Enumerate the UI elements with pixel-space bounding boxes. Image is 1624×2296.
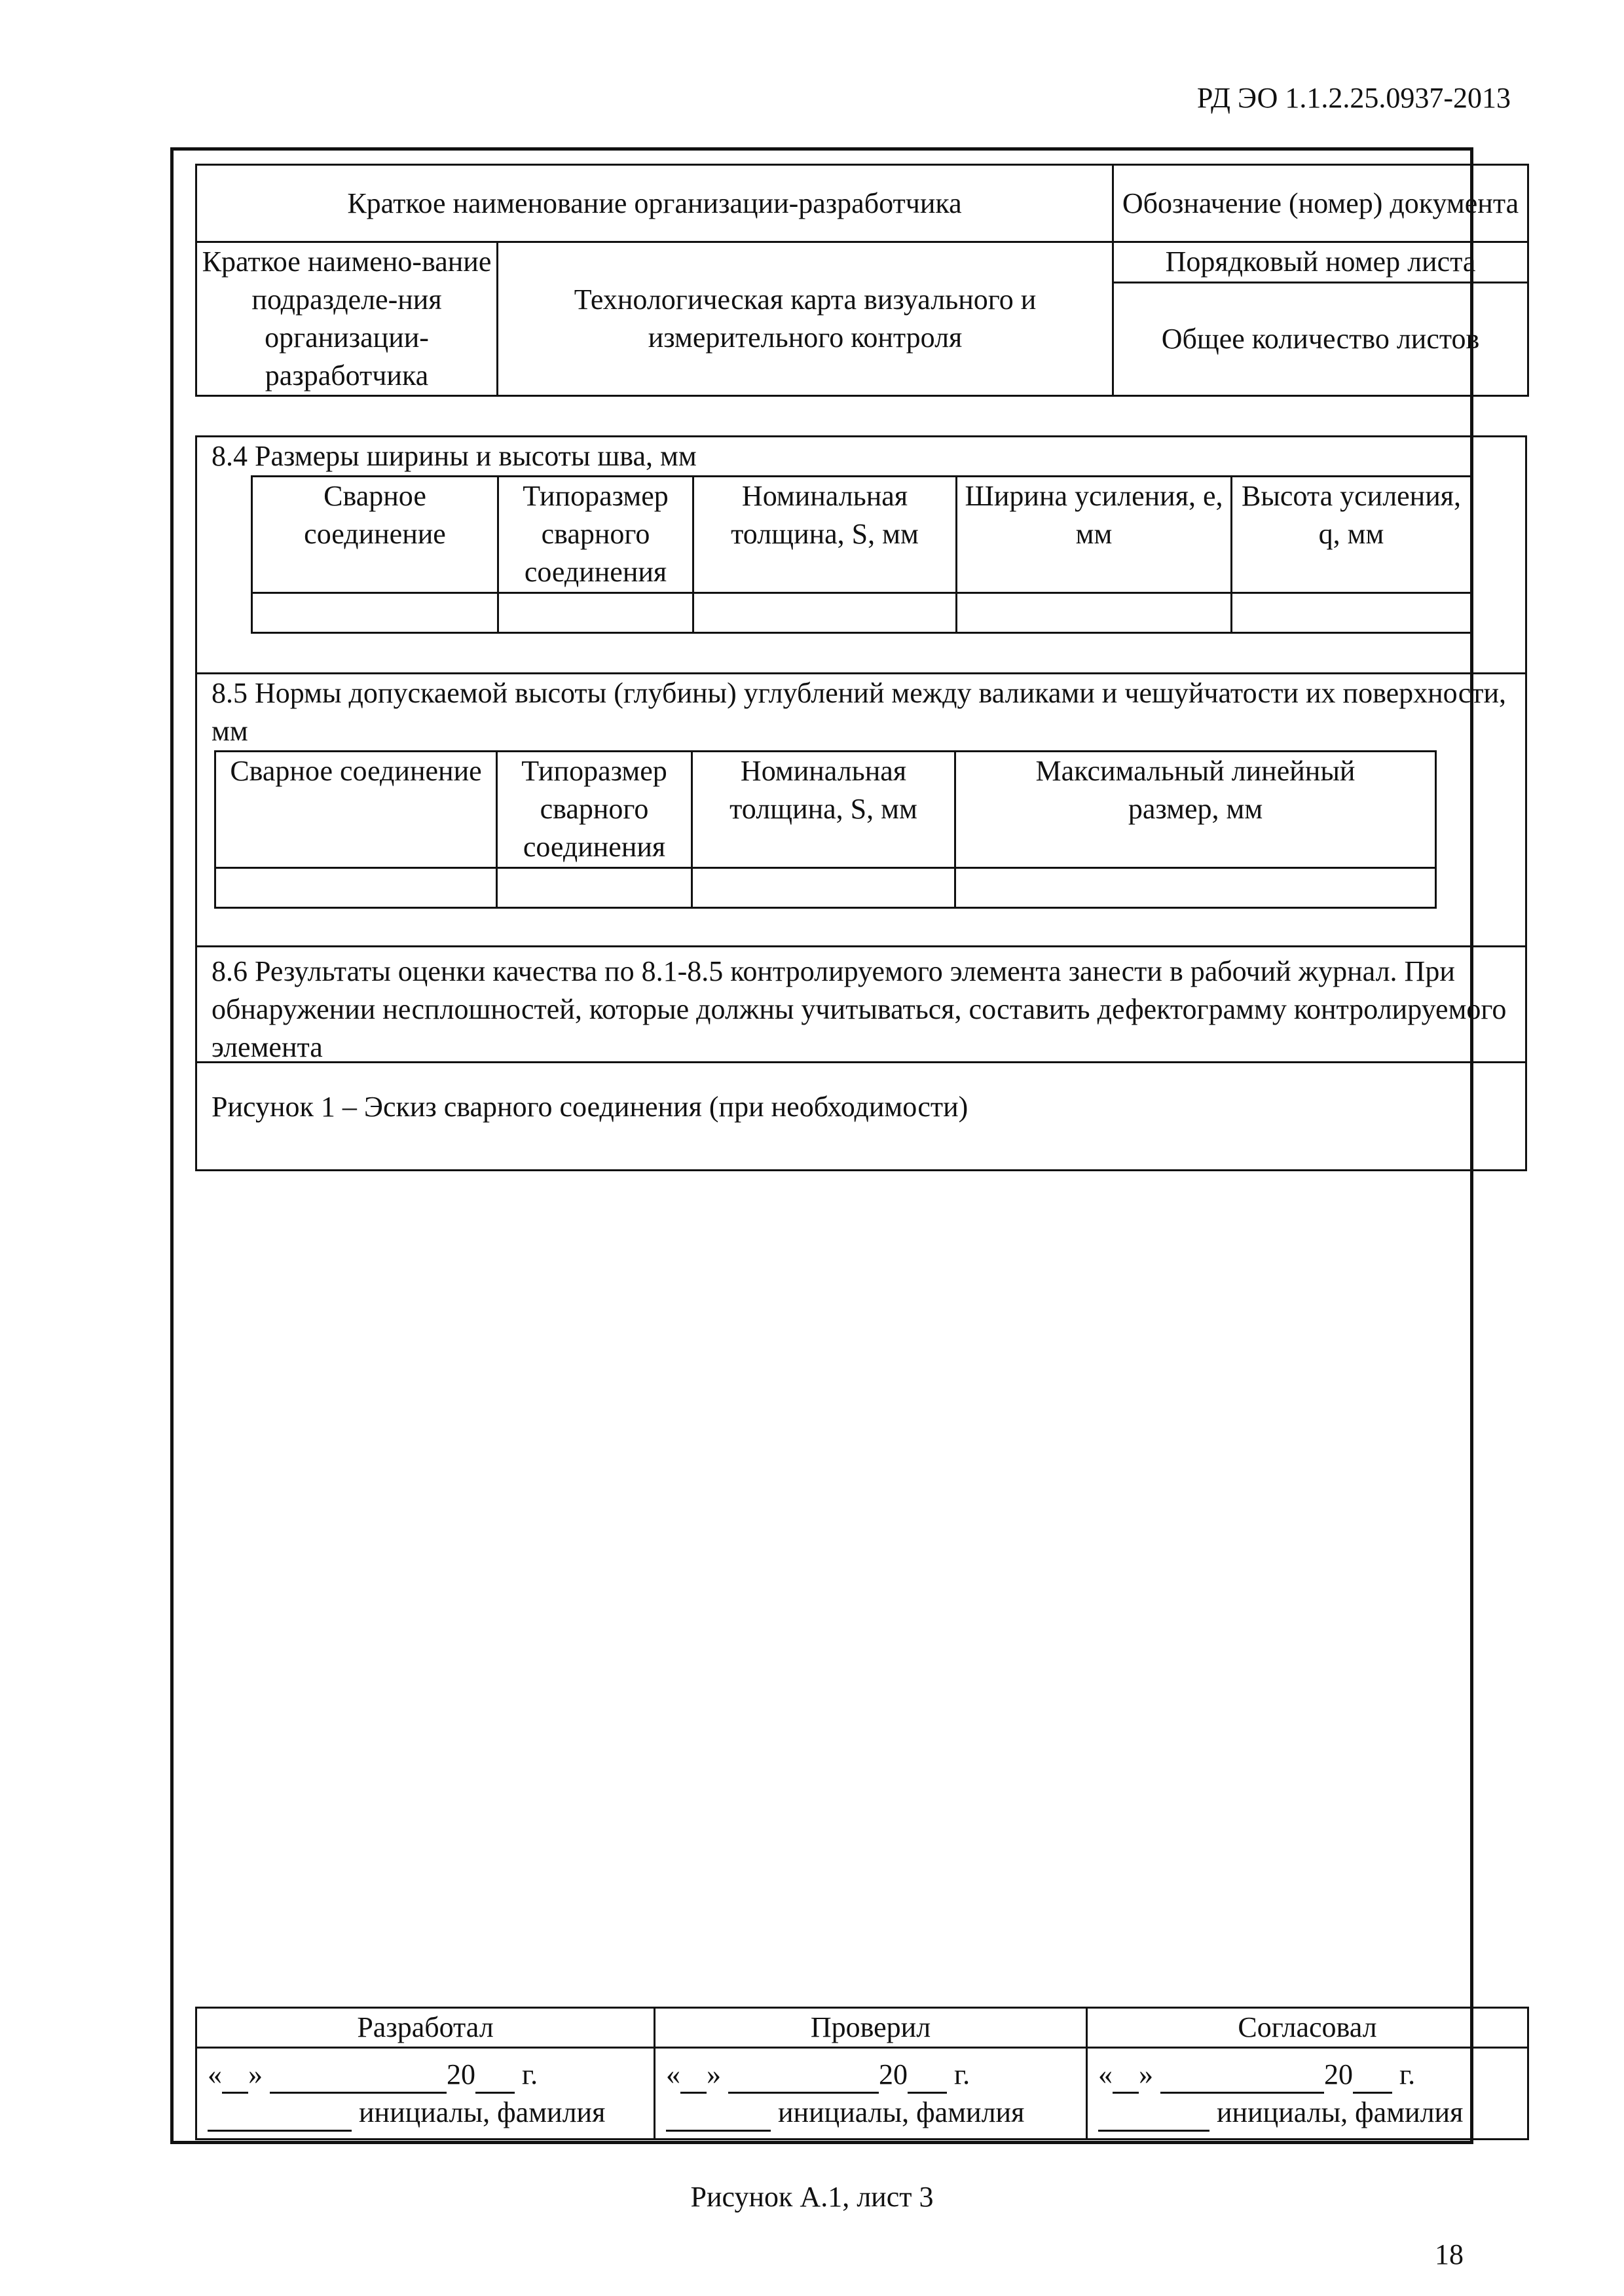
figure-caption: Рисунок А.1, лист 3 xyxy=(690,2181,934,2213)
table-row xyxy=(252,593,1471,633)
column-header: Номинальная толщина, S, мм xyxy=(693,477,957,593)
date-line: « » 20 г. xyxy=(666,2056,1075,2094)
table-cell[interactable] xyxy=(957,593,1232,633)
date-line: « » 20 г. xyxy=(1098,2056,1517,2094)
developed-by-signature[interactable] xyxy=(196,2048,655,2140)
signature-block xyxy=(195,2007,1529,2140)
column-header: Сварное соединение xyxy=(252,477,498,593)
card-title-cell: Технологическая карта визуального и измерительного контроля xyxy=(498,242,1113,396)
name-line: инициалы, фамилия xyxy=(1098,2094,1517,2132)
org-developer-cell: Краткое наименование организации-разработчика xyxy=(196,165,1113,242)
column-header: Ширина усиления, е, мм xyxy=(957,477,1232,593)
table-cell[interactable] xyxy=(497,868,692,908)
section-8-6 xyxy=(195,945,1527,1063)
checked-by-header: Проверил xyxy=(655,2008,1087,2048)
figure-1-caption: Рисунок 1 – Эскиз сварного соединения (при необходимости) xyxy=(212,1091,969,1123)
column-header: Типоразмер сварного соединения xyxy=(497,752,692,868)
figure-1-area xyxy=(195,1061,1527,1171)
column-header: Типоразмер сварного соединения xyxy=(498,477,693,593)
name-line: инициалы, фамилия xyxy=(208,2094,643,2132)
table-cell[interactable] xyxy=(692,868,955,908)
table-cell[interactable] xyxy=(693,593,957,633)
total-sheets-cell: Общее количество листов xyxy=(1113,282,1528,395)
table-cell[interactable] xyxy=(955,868,1436,908)
approved-by-signature[interactable] xyxy=(1087,2048,1528,2140)
groove-norms-table xyxy=(214,750,1437,909)
table-cell[interactable] xyxy=(215,868,497,908)
date-line: « » 20 г. xyxy=(208,2056,643,2094)
developed-by-header: Разработал xyxy=(196,2008,655,2048)
section-8-4 xyxy=(195,435,1527,674)
table-cell[interactable] xyxy=(1232,593,1471,633)
column-header: Высота усиления, q, мм xyxy=(1232,477,1471,593)
title-block xyxy=(195,164,1529,397)
section-8-4-title: 8.4 Размеры ширины и высоты шва, мм xyxy=(212,440,697,472)
column-header: Сварное соединение xyxy=(215,752,497,868)
section-8-5-title: 8.5 Нормы допускаемой высоты (глубины) углублений между валиками и чешуйчатости их поверхности, мм xyxy=(212,677,1507,747)
column-header: Номинальная толщина, S, мм xyxy=(692,752,955,868)
table-cell[interactable] xyxy=(498,593,693,633)
approved-by-header: Согласовал xyxy=(1087,2008,1528,2048)
table-cell[interactable] xyxy=(252,593,498,633)
section-8-5 xyxy=(195,672,1527,947)
doc-designation-cell: Обозначение (номер) документа xyxy=(1113,165,1528,242)
document-code: РД ЭО 1.1.2.25.0937-2013 xyxy=(1196,82,1511,114)
subdivision-cell: Краткое наимено-вание подразделе-ния организации-разработчика xyxy=(196,242,498,396)
column-header: Максимальный линейный размер, мм xyxy=(955,752,1436,868)
sheet-number-cell: Порядковый номер листа xyxy=(1113,242,1528,283)
checked-by-signature[interactable] xyxy=(655,2048,1087,2140)
page-number: 18 xyxy=(1435,2238,1464,2270)
section-8-6-text: 8.6 Результаты оценки качества по 8.1-8.5 контролируемого элемента занести в рабочий журнал. При обнаружении несплошностей, которые должны учитываться, составить дефектограмму контролируемого элемента xyxy=(212,955,1507,1063)
weld-size-table xyxy=(251,475,1472,634)
table-row xyxy=(215,868,1436,908)
name-line: инициалы, фамилия xyxy=(666,2094,1075,2132)
